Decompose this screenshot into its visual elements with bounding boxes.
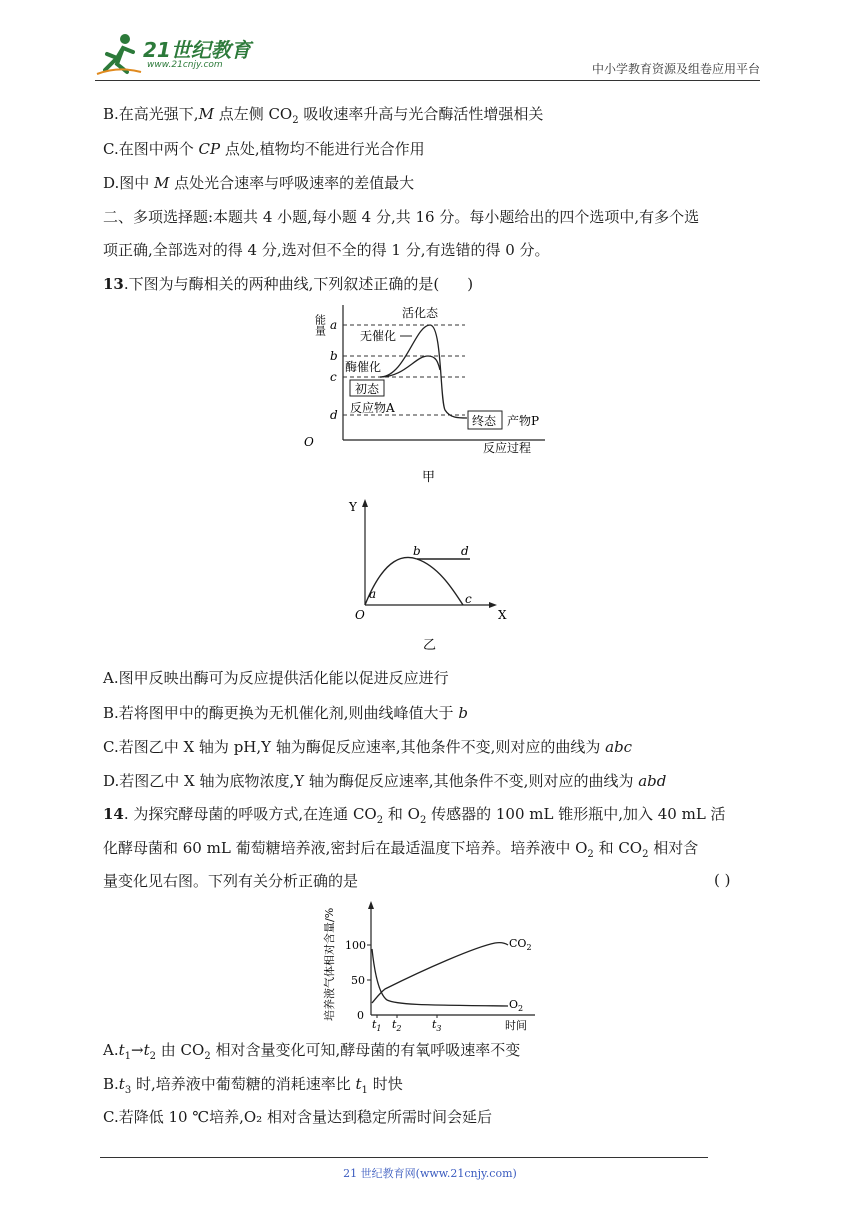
q13-option-d: D.若图乙中 X 轴为底物浓度,Y 轴为酶促反应速率,其他条件不变,则对应的曲线为 abd bbox=[103, 772, 667, 790]
energy-axis-label: 能量 bbox=[313, 314, 327, 336]
q12-option-d: D.图中 M 点处光合速率与呼吸速率的差值最大 bbox=[103, 174, 415, 192]
xtick-t2: $t_2$ bbox=[392, 1018, 402, 1033]
xtick-t3: $t_3$ bbox=[432, 1018, 442, 1033]
footer-divider bbox=[100, 1157, 708, 1158]
level-a-label: a bbox=[330, 318, 338, 332]
q13-option-a: A.图甲反映出酶可为反应提供活化能以促进反应进行 bbox=[103, 669, 449, 687]
level-b-label: b bbox=[330, 349, 338, 363]
q12-option-c: C.在图中两个 CP 点处,植物均不能进行光合作用 bbox=[103, 140, 425, 158]
curve-abc bbox=[365, 557, 463, 605]
platform-title: 中小学教育资源及组卷应用平台 bbox=[591, 62, 760, 76]
origin-label: O bbox=[304, 435, 314, 449]
y-axis-label: 培养液气体相对含量/% bbox=[323, 907, 336, 1021]
enzyme-catalyst-label: 酶催化 bbox=[345, 360, 382, 374]
x-axis-label: X bbox=[498, 608, 507, 622]
level-c-label: c bbox=[330, 370, 337, 384]
q14-option-a: $A.t_1\to t_2$ 由 $CO_2$ 相对含量变化可知,酵母菌的有氧呼吸速率不变 bbox=[103, 1041, 521, 1062]
figure-gas-content bbox=[325, 897, 545, 1035]
xtick-t1: $t_1$ bbox=[372, 1018, 382, 1033]
level-d-label: d bbox=[330, 408, 338, 422]
o2-curve bbox=[372, 949, 508, 1006]
site-logo[interactable] bbox=[95, 30, 270, 78]
point-c-label: c bbox=[465, 592, 472, 606]
ytick-100: 100 bbox=[345, 939, 366, 952]
co2-curve bbox=[372, 943, 508, 1003]
q13-option-c: C.若图乙中 X 轴为 pH,Y 轴为酶促反应速率,其他条件不变,则对应的曲线为 abc bbox=[103, 738, 633, 756]
q14-stem-line2: 化酵母菌和 60 mL 葡萄糖培养液,密封后在最适温度下培养。培养液中 $O_2$ 和 $CO_2$ 相对含 bbox=[103, 839, 699, 860]
figure-energy-diagram bbox=[304, 300, 560, 490]
q14-option-b: $B.t_3$ 时,培养液中葡萄糖的消耗速率比 $t_1$ 时快 bbox=[103, 1075, 403, 1096]
q14-stem-line1: 14. 为探究酵母菌的呼吸方式,在连通 $CO_2$ 和 $O_2$ 传感器的 100 mL 锥形瓶中,加入 40 mL 活 bbox=[103, 805, 726, 826]
ytick-50: 50 bbox=[351, 974, 365, 987]
y-axis-label: Y bbox=[349, 500, 357, 514]
point-a-label: a bbox=[369, 587, 377, 601]
active-state-label: 活化态 bbox=[402, 306, 439, 320]
no-catalyst-label: 无催化 bbox=[360, 329, 397, 343]
product-label: 产物P bbox=[507, 414, 540, 428]
o2-label: $O_2$ bbox=[509, 998, 524, 1013]
final-state-label: 终态 bbox=[472, 414, 497, 428]
x-axis-label: 时间 bbox=[505, 1019, 527, 1032]
q13-stem: 13.下图为与酶相关的两种曲线,下列叙述正确的是( ) bbox=[103, 275, 474, 293]
reactant-label: 反应物A bbox=[350, 401, 395, 415]
footer-link[interactable]: 21 世纪教育网(www.21cnjy.com) bbox=[343, 1167, 517, 1180]
point-d-label: d bbox=[461, 544, 469, 558]
q14-stem-line3: 量变化见右图。下列有关分析正确的是 bbox=[103, 872, 359, 890]
ytick-0: 0 bbox=[357, 1009, 364, 1022]
section2-instructions-line1: 二、多项选择题:本题共 4 小题,每小题 4 分,共 16 分。每小题给出的四个选项中,有多个选 bbox=[103, 208, 700, 226]
section2-instructions-line2: 项正确,全部选对的得 4 分,选对但不全的得 1 分,有选错的得 0 分。 bbox=[103, 241, 550, 259]
q14-answer-paren: ( ) bbox=[714, 871, 731, 889]
figure-caption-jia: 甲 bbox=[422, 470, 436, 485]
q13-option-b: B.若将图甲中的酶更换为无机催化剂,则曲线峰值大于 b bbox=[103, 704, 468, 722]
point-b-label: b bbox=[413, 544, 421, 558]
figure-curve-yi bbox=[345, 495, 520, 657]
x-axis-label: 反应过程 bbox=[483, 441, 532, 455]
q14-option-c: C.若降低 10 ℃培养,O₂ 相对含量达到稳定所需时间会延后 bbox=[103, 1108, 492, 1126]
logo-url: www.21cnjy.com bbox=[147, 60, 223, 70]
figure-caption-yi: 乙 bbox=[423, 638, 437, 653]
initial-state-label: 初态 bbox=[355, 382, 380, 396]
origin-label: O bbox=[355, 608, 365, 622]
page-header bbox=[95, 30, 760, 81]
co2-label: $CO_2$ bbox=[509, 937, 532, 952]
q12-option-b: B.在高光强下,M 点左侧 $CO_2$ 吸收速率升高与光合酶活性增强相关 bbox=[103, 105, 544, 126]
logo-text: 21世纪教育 bbox=[143, 38, 251, 62]
runner-logo-icon bbox=[95, 30, 143, 76]
